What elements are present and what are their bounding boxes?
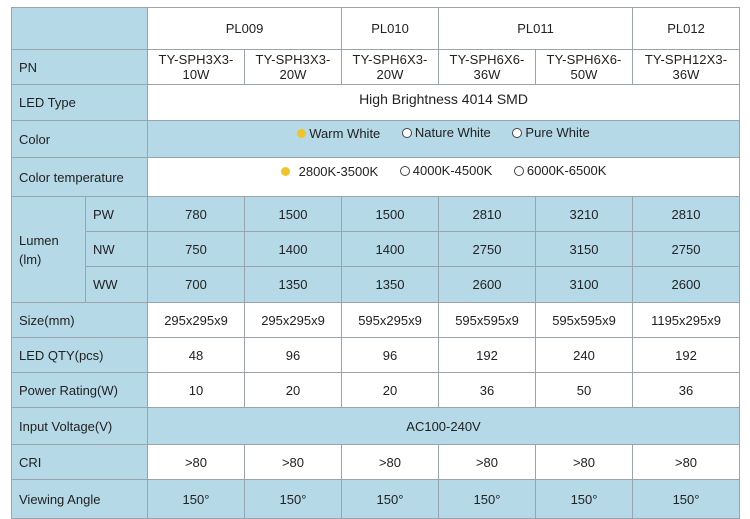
- model-header: PL009: [148, 8, 342, 50]
- lumen-row-ww: [12, 267, 740, 303]
- hollow-dot-icon: [512, 128, 522, 138]
- power-cell: 36: [439, 373, 536, 408]
- angle-cell: 150°: [148, 480, 245, 519]
- filled-dot-icon: [281, 167, 290, 176]
- pn-cell: TY-SPH6X6-36W: [439, 50, 536, 85]
- header-corner: [12, 8, 148, 50]
- qty-cell: 192: [633, 338, 740, 373]
- angle-cell: 150°: [342, 480, 439, 519]
- lumen-cell: 1350: [342, 267, 439, 303]
- qty-cell: 48: [148, 338, 245, 373]
- size-row: [12, 303, 740, 338]
- lumen-cell: 1400: [342, 232, 439, 267]
- power-cell: 20: [342, 373, 439, 408]
- angle-cell: 150°: [245, 480, 342, 519]
- row-label: Input Voltage(V): [12, 408, 148, 445]
- lumen-label: Lumen (lm): [12, 197, 86, 303]
- cri-cell: >80: [536, 445, 633, 480]
- color-temp-option: 6000K-6500K: [514, 163, 607, 178]
- hollow-dot-icon: [402, 128, 412, 138]
- model-header: PL011: [439, 8, 633, 50]
- cri-cell: >80: [633, 445, 740, 480]
- cri-cell: >80: [439, 445, 536, 480]
- lumen-type-label: PW: [86, 197, 148, 232]
- power-cell: 10: [148, 373, 245, 408]
- qty-cell: 240: [536, 338, 633, 373]
- color-option: Nature White: [402, 125, 491, 140]
- lumen-cell: 1400: [245, 232, 342, 267]
- lumen-cell: 2600: [633, 267, 740, 303]
- color-temp-option: 4000K-4500K: [400, 163, 493, 178]
- lumen-cell: 750: [148, 232, 245, 267]
- power-cell: 20: [245, 373, 342, 408]
- power-row: [12, 373, 740, 408]
- power-cell: 50: [536, 373, 633, 408]
- qty-cell: 96: [245, 338, 342, 373]
- model-header: PL012: [633, 8, 740, 50]
- pn-cell: TY-SPH3X3-20W: [245, 50, 342, 85]
- lumen-cell: 700: [148, 267, 245, 303]
- spec-table: [11, 7, 740, 519]
- lumen-cell: 2810: [633, 197, 740, 232]
- lumen-row-nw: [12, 232, 740, 267]
- cri-cell: >80: [148, 445, 245, 480]
- size-cell: 1195x295x9: [633, 303, 740, 338]
- angle-cell: 150°: [633, 480, 740, 519]
- qty-cell: 96: [342, 338, 439, 373]
- color-options: [148, 121, 740, 158]
- lumen-type-label: WW: [86, 267, 148, 303]
- model-header: PL010: [342, 8, 439, 50]
- row-label: Power Rating(W): [12, 373, 148, 408]
- cri-row: [12, 445, 740, 480]
- size-cell: 295x295x9: [148, 303, 245, 338]
- pn-row: [12, 50, 740, 85]
- lumen-cell: 1350: [245, 267, 342, 303]
- row-label: Viewing Angle: [12, 480, 148, 519]
- pn-cell: TY-SPH6X6-50W: [536, 50, 633, 85]
- lumen-cell: 2750: [633, 232, 740, 267]
- size-cell: 295x295x9: [245, 303, 342, 338]
- hollow-dot-icon: [514, 166, 524, 176]
- lumen-type-label: NW: [86, 232, 148, 267]
- led-type-value: High Brightness 4014 SMD: [148, 85, 740, 121]
- led-type-row: [12, 85, 740, 121]
- color-temp-options: [148, 158, 740, 197]
- voltage-value: AC100-240V: [148, 408, 740, 445]
- lumen-cell: 1500: [245, 197, 342, 232]
- color-temp-option: 2800K-3500K: [281, 164, 379, 179]
- lumen-cell: 2810: [439, 197, 536, 232]
- cri-cell: >80: [342, 445, 439, 480]
- lumen-cell: 3150: [536, 232, 633, 267]
- lumen-cell: 2600: [439, 267, 536, 303]
- lumen-row-pw: [12, 197, 740, 232]
- hollow-dot-icon: [400, 166, 410, 176]
- angle-row: [12, 480, 740, 519]
- row-label: LED QTY(pcs): [12, 338, 148, 373]
- lumen-cell: 1500: [342, 197, 439, 232]
- voltage-row: [12, 408, 740, 445]
- row-label: PN: [12, 50, 148, 85]
- row-label: Color: [12, 121, 148, 158]
- color-option: Warm White: [297, 126, 380, 141]
- row-label: Size(mm): [12, 303, 148, 338]
- color-option: Pure White: [512, 125, 589, 140]
- row-label: LED Type: [12, 85, 148, 121]
- row-label: CRI: [12, 445, 148, 480]
- size-cell: 595x595x9: [536, 303, 633, 338]
- cri-cell: >80: [245, 445, 342, 480]
- size-cell: 595x595x9: [439, 303, 536, 338]
- pn-cell: TY-SPH3X3-10W: [148, 50, 245, 85]
- pn-cell: TY-SPH12X3-36W: [633, 50, 740, 85]
- qty-row: [12, 338, 740, 373]
- pn-cell: TY-SPH6X3-20W: [342, 50, 439, 85]
- color-temp-row: [12, 158, 740, 197]
- header-row: [12, 8, 740, 50]
- filled-dot-icon: [297, 129, 306, 138]
- lumen-cell: 2750: [439, 232, 536, 267]
- lumen-cell: 3210: [536, 197, 633, 232]
- power-cell: 36: [633, 373, 740, 408]
- color-row: [12, 121, 740, 158]
- qty-cell: 192: [439, 338, 536, 373]
- angle-cell: 150°: [536, 480, 633, 519]
- row-label: Color temperature: [12, 158, 148, 197]
- lumen-cell: 3100: [536, 267, 633, 303]
- size-cell: 595x295x9: [342, 303, 439, 338]
- lumen-cell: 780: [148, 197, 245, 232]
- angle-cell: 150°: [439, 480, 536, 519]
